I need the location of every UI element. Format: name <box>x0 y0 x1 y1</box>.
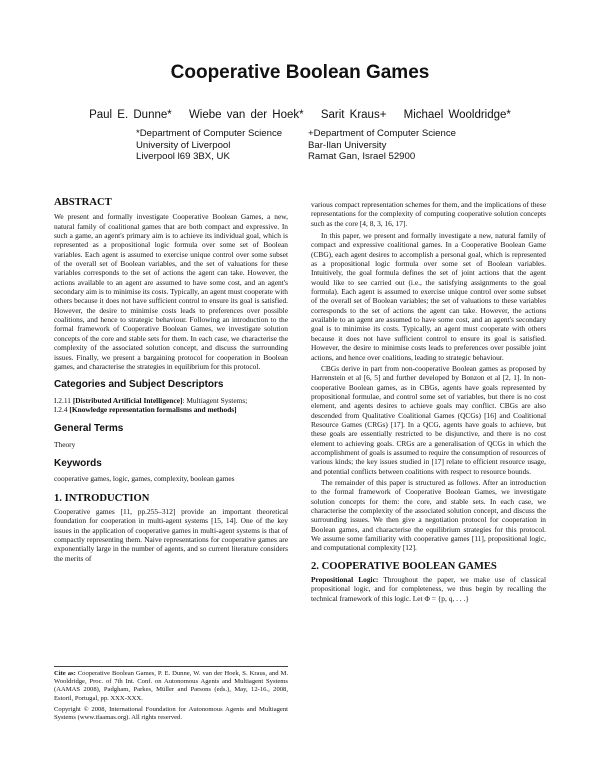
abstract-text: We present and formally investigate Cooperative Boolean Games, a new, natural family of coalitional games that are both compact and expressive. In such a game, an agent's primary aim is to achieve its individual goal, which is represented as a propositional logic formula over some set of Boolean variables. Each agent is assumed to exercise unique control over some subset of the overall set of Boolean variables, and the set of valuations for these variables corresponds to the set of actions the agent can take. However, the actions available to an agent are assumed to have some cost, and an agent's secondary aim is to minimise its costs. Typically, an agent must cooperate with others because it does not have sufficient control to ensure its goal is satisfied. However, the desire to minimise costs leads to preferences over possible coalitions, and hence to strategic behaviour. Following an introduction to the formal framework of Cooperative Boolean Games, we investigate solution concepts of the core and stable sets for them. In each case, we characterise the complexity of the associated solution concept, and discuss the surrounding issues. Finally, we present a bargaining protocol for cooperation in Boolean games, and characterise the strategies in equilibrium for this protocol. <box>54 212 288 371</box>
affiliation-line: Ramat Gan, Israel 52900 <box>308 151 416 162</box>
affiliation-line: *Department of Computer Science <box>136 128 283 139</box>
category-line <box>54 405 288 414</box>
affiliation-line: Bar-Ilan University <box>308 139 387 151</box>
affiliation-left <box>136 128 282 163</box>
right-paragraph: various compact representation schemes for them, and the implications of these representations for the complexity of computing cooperative solution concepts such as the core [4, 8, 3, 16, 17]. <box>311 200 546 228</box>
category-label: [Distributed Artificial Intelligence] <box>72 395 183 405</box>
right-paragraph: In this paper, we present and formally investigate a new, natural family of compact and expressive coalitional games. In a Cooperative Boolean Game (CBG), each agent desires to accomplish a personal goal, which is represented as a propositional logic formula over some set of Boolean variables. Intuitively, the goal formula defines the set of joint actions that the agent would like to see carried out (i.e., the satisfying assignments to the goal formula). Each agent is assumed to exercise unique control over some subset of the overall set of Boolean variables; the set of valuations to these variables corresponds to the set of actions the agent can take. However, the actions available to an agent are assumed to have some cost, and an agent's secondary goal is to minimise its costs. Typically, an agent must cooperate with others because it does not have sufficient control to ensure its goal is satisfied. However, the desire to minimise costs leads to preferences over possible joint actions, and hence over coalitions, leading to strategic behaviour. <box>311 231 546 362</box>
author-name: Michael Wooldridge* <box>403 109 511 121</box>
author-name: Wiebe van der Hoek* <box>188 109 304 121</box>
right-paragraph: CBGs derive in part from non-cooperative Boolean games as proposed by Harrenstein et al [6, 5] and further developed by Bonzon et al [2, 1]. In non-cooperative Boolean games, as in CBGs, agents have goals represented by propositional formulae, and control some set of variables, but there is no cost element, and agents desires to achieve goals may conflict. CBGs are also descended from Qualitative Coalitional Games (QCGs) [16] and Coalitional Resource Games (CRGs) [17]. In a QCG, agents have goals to achieve, but these goals are essentially restricted to be disjunctive, and there is no cost element to achieving goals. CRGs are a generalisation of QCGs in which the accomplishment of goals is assumed to require the consumption of resources of various kinds; the key issues studied in [17] relate to efficient resource usage, and potential conflicts between coalitions with respect to resource bounds. <box>311 363 547 476</box>
category-code: I.2.4 <box>54 404 70 414</box>
category-code: I.2.11 <box>54 395 73 405</box>
category-line <box>54 396 288 405</box>
footnote-rule <box>54 666 288 667</box>
keywords-text: cooperative games, logic, games, complexity, boolean games <box>54 474 235 484</box>
cite-block <box>54 670 288 722</box>
categories-heading: Categories and Subject Descriptors <box>54 379 224 391</box>
cite-label: Cite as: <box>54 670 76 677</box>
general-terms-text: Theory <box>54 439 76 449</box>
intro-text: Cooperative games [11, pp.255–312] provide an important theoretical foundation for cooperation in multi-agent systems [15, 14]. One of the key issues in the application of cooperative games in multi-agent systems is that of compactly representing them. Naive representations for cooperative games are exponentially large in the number of agents, and so current literature considers the merits of <box>54 506 288 563</box>
prop-logic-label: Propositional Logic: <box>311 575 379 585</box>
category-rest: : Multiagent Systems; <box>182 395 248 405</box>
copyright-text: Copyright © 2008, International Foundation for Autonomous Agents and Multiagent Systems (www.ifaamas.org). All rights reserved. <box>54 705 288 722</box>
affiliation-right <box>308 128 456 163</box>
category-label: [Knowledge representation formalisms and methods] <box>69 404 237 414</box>
author-name: Paul E. Dunne* <box>89 109 172 121</box>
author-name: Sarit Kraus+ <box>320 109 387 121</box>
prop-logic-text: Throughout the paper, we make use of classical propositional logic, and for completeness, we thus begin by recalling the technical framework of this logic. Let Φ = {p, q, . . .} <box>311 575 546 603</box>
right-column <box>311 200 546 603</box>
right-paragraph: The remainder of this paper is structured as follows. After an introduction to the formal framework of Cooperative Boolean Games, we investigate solution concepts for them: the core, and stable sets. In each case, we characterise the complexity of the associated solution concept, and discuss the surrounding issues. We then give a negotiation protocol for cooperation in Boolean games, and characterise the equilibrium strategies for this protocol. We assume some familiarity with cooperative games [11], propositional logic, and computational complexity [12]. <box>311 477 546 553</box>
abstract-heading: ABSTRACT <box>54 197 112 208</box>
paper-title: Cooperative Boolean Games <box>170 62 430 83</box>
keywords-heading: Keywords <box>54 457 102 469</box>
left-column <box>54 198 288 563</box>
general-terms-heading: General Terms <box>54 423 124 435</box>
cite-text: Cooperative Boolean Games, P. E. Dunne, W. van der Hoek, S. Kraus, and M. Wooldridge, Proc. of 7th Int. Conf. on Autonomous Agents and Multiagent Systems (AAMAS 2008), Padgham, Parkes, Müller and Parsons (eds.), May, 12-16., 2008, Estoril, Portugal, pp. XXX-XXX. <box>54 670 288 702</box>
affiliation-line: Liverpool l69 3BX, UK <box>136 151 230 162</box>
section2-heading: 2. COOPERATIVE BOOLEAN GAMES <box>311 560 497 572</box>
intro-heading: 1. INTRODUCTION <box>54 492 150 504</box>
affiliation-line: University of Liverpool <box>136 139 231 151</box>
author-list <box>0 109 600 121</box>
affiliation-line: +Department of Computer Science <box>308 128 456 139</box>
